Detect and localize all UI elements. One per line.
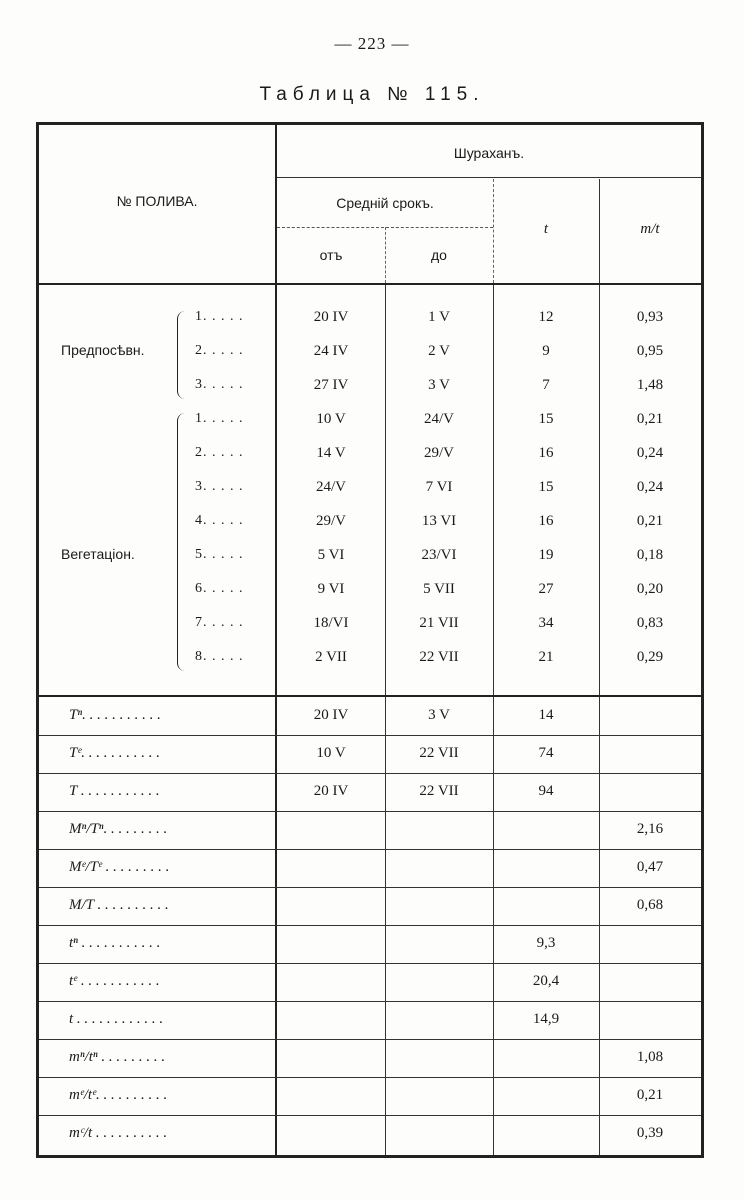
row-to-date: 7 VI [425,479,453,495]
summary-mt-value: 2,16 [636,821,664,837]
summary-row-label: mᶜ/t . . . . . . . . . . [69,1125,168,1141]
row-number: 1. . . . . [195,411,244,426]
row-t-value: 15 [538,411,554,427]
row-number: 5. . . . . [195,547,244,562]
row-from-date: 24/V [316,479,346,495]
row-number: 7. . . . . [195,615,244,630]
row-from-date: 18/VI [313,615,349,631]
brace-presowing [177,311,186,399]
summary-row-divider [39,1077,701,1078]
summary-to-date: 22 VII [419,745,459,761]
summary-row-label: tᵉ . . . . . . . . . . . [69,973,160,989]
page-number: — 223 — [334,34,410,53]
row-t-value: 12 [538,309,554,325]
row-t-value: 21 [538,649,554,665]
row-to-date: 21 VII [419,615,459,631]
row-number: 6. . . . . [195,581,244,596]
header-mt: m/t [640,221,660,237]
row-mt-value: 0,18 [636,547,664,563]
row-from-date: 29/V [316,513,346,529]
summary-row-label: tⁿ . . . . . . . . . . . [69,935,161,951]
row-number: 3. . . . . [195,479,244,494]
summary-t-value: 94 [538,783,554,799]
row-to-date: 29/V [424,445,454,461]
header-location: Шураханъ. [453,145,525,161]
summary-from-date: 10 V [316,745,346,761]
row-number: 2. . . . . [195,445,244,460]
row-mt-value: 0,21 [636,411,664,427]
summary-mt-value: 0,47 [636,859,664,875]
row-from-date: 5 VI [317,547,345,563]
row-mt-value: 1,48 [636,377,664,393]
summary-row-label: mᵉ/tᵉ. . . . . . . . . . [69,1087,168,1103]
row-t-value: 7 [542,377,550,393]
row-from-date: 2 VII [315,649,347,665]
row-mt-value: 0,29 [636,649,664,665]
summary-row-divider [39,735,701,736]
header-divider-location [277,177,701,178]
row-from-date: 27 IV [313,377,349,393]
summary-from-date: 20 IV [313,783,349,799]
row-from-date: 14 V [316,445,346,461]
row-mt-value: 0,20 [636,581,664,597]
summary-from-date: 20 IV [313,707,349,723]
row-mt-value: 0,24 [636,445,664,461]
row-mt-value: 0,21 [636,513,664,529]
header-from: отъ [319,247,343,263]
header-to: до [431,247,447,263]
row-from-date: 9 VI [317,581,345,597]
row-t-value: 16 [538,445,554,461]
row-number: 3. . . . . [195,377,244,392]
summary-to-date: 22 VII [419,783,459,799]
summary-row-label: Tⁿ. . . . . . . . . . . [69,707,161,723]
summary-row-label: M/T . . . . . . . . . . [69,897,169,913]
row-t-value: 16 [538,513,554,529]
group-label-vegetation: Вегетаціон. [61,546,135,562]
summary-row-divider [39,887,701,888]
summary-t-value: 9,3 [536,935,556,951]
summary-mt-value: 0,21 [636,1087,664,1103]
row-to-date: 3 V [428,377,450,393]
summary-row-label: mⁿ/tⁿ . . . . . . . . . [69,1049,166,1065]
row-to-date: 2 V [428,343,450,359]
data-table [36,122,704,1158]
summary-row-divider [39,811,701,812]
row-mt-value: 0,83 [636,615,664,631]
table-title: Таблица № 115. [259,84,485,105]
summary-row-label: T . . . . . . . . . . . [69,783,160,799]
row-mt-value: 0,24 [636,479,664,495]
summary-row-divider [39,1039,701,1040]
row-number: 2. . . . . [195,343,244,358]
summary-row-divider [39,1115,701,1116]
summary-to-date: 3 V [428,707,450,723]
summary-row-divider [39,1001,701,1002]
summary-row-label: t . . . . . . . . . . . . [69,1011,164,1027]
row-t-value: 19 [538,547,554,563]
row-to-date: 24/V [424,411,454,427]
summary-row-divider [39,963,701,964]
row-to-date: 23/VI [421,547,457,563]
header-row-label: № ПОЛИВА. [116,193,198,209]
row-to-date: 13 VI [421,513,457,529]
summary-row-label: Tᵉ. . . . . . . . . . . [69,745,161,761]
row-mt-value: 0,95 [636,343,664,359]
row-number: 8. . . . . [195,649,244,664]
summary-t-value: 14,9 [532,1011,560,1027]
row-to-date: 5 VII [423,581,455,597]
row-number: 1. . . . . [195,309,244,324]
row-mt-value: 0,93 [636,309,664,325]
header-t: t [543,221,549,237]
summary-mt-value: 1,08 [636,1049,664,1065]
brace-vegetation [177,413,186,671]
row-to-date: 22 VII [419,649,459,665]
header-period: Средній срокъ. [336,195,434,211]
row-t-value: 27 [538,581,554,597]
header-bottom-rule [39,283,701,285]
summary-t-value: 20,4 [532,973,560,989]
summary-mt-value: 0,39 [636,1125,664,1141]
row-t-value: 34 [538,615,554,631]
summary-row-divider [39,849,701,850]
row-from-date: 24 IV [313,343,349,359]
summary-row-divider [39,925,701,926]
summary-row-divider [39,773,701,774]
row-t-value: 9 [542,343,550,359]
summary-t-value: 14 [538,707,554,723]
row-to-date: 1 V [428,309,450,325]
row-number: 4. . . . . [195,513,244,528]
summary-row-label: Mᵉ/Tᵉ . . . . . . . . . [69,859,170,875]
summary-t-value: 74 [538,745,554,761]
summary-mt-value: 0,68 [636,897,664,913]
row-t-value: 15 [538,479,554,495]
row-from-date: 20 IV [313,309,349,325]
row-from-date: 10 V [316,411,346,427]
summary-row-label: Mⁿ/Tⁿ. . . . . . . . . [69,821,168,837]
summary-top-rule [39,695,701,697]
group-label-presowing: Предпосѣвн. [61,342,145,358]
